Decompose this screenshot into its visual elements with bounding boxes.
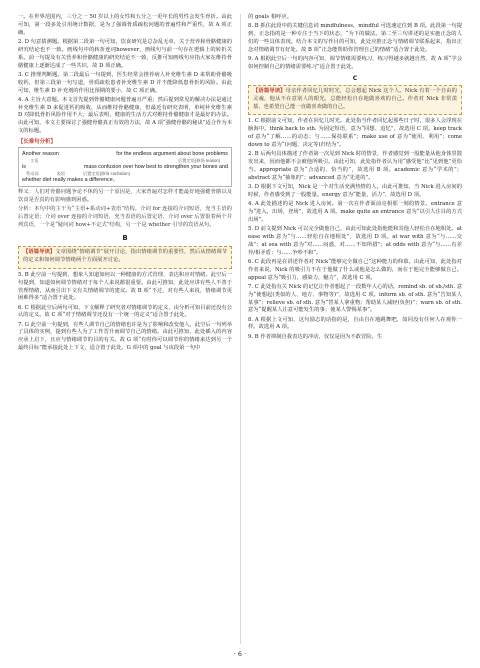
page-number: · 6 · xyxy=(233,650,247,658)
paragraph: 5. D 前文提到 Nick 可以完全做他自己，由此可知此处指他能和其他人轻松自在地相处。at ease with 意为“与……轻松自在地相处”，故选用 D 项。at war with 意为“与……交战”；at sea with 意为“对……闷惑，对……不知所措”；at odds with 意为“与……有差异/相矛盾；与……争吵不和”。 xyxy=(248,225,462,256)
sentence-structure-box xyxy=(18,147,232,187)
paragraph: 8. A 根据上文可知，这句励志的话指的是，自由自在地跳舞吧，如同没有任何人在观你一样。故选用 A 项。 xyxy=(248,316,462,331)
paragraph: 4. A 此处描述的是 Nick 进入房间。第一次在作者面前亮相那一刻的情景。entrance 意为“进入，出场，登场”，故选用 A 项。make quite an entrance 意为“以引人注目的方式出场”。 xyxy=(248,201,462,223)
guide-tag: 【语篇导读】 xyxy=(23,249,56,256)
paragraph: 7. C 此处指有关 Nick 的记忆让作者想起了一段数年人心的话。remind sb. of sb./sth. 意为“使想起(类似的人、地方、事物等)”，故选用 C 项。inform sb. of sth. 意为“告知某人某事”；relieve sb. of sth. 意为“替某人拿重物；帮助某人减轻(负担)”；warn sb. of sth. 意为“提醒某人注意可能发生的事；使某人警惕某事”。 xyxy=(248,283,462,314)
column-divider xyxy=(240,14,241,644)
paragraph: 3. C 推理判断题。第二段最后一句提到，医生经常会推荐病人补充维生素 D 来帮助骨骼吸收钙，但第三段第一句写道，骨质疏松患者补充维生素 D 并不能降低患骨折的风险。由此可知，维生素 D 补充剂的作用比预期的要小，故 C 项正确。 xyxy=(18,71,232,94)
sentence-line-2 xyxy=(22,163,228,171)
sentence-part: Another reason xyxy=(22,151,59,158)
paragraph: 8. B 抓住此段中的关键信息词 mindfulness，mindful 可选速定位到 B 项。此段第一句提到，正念指的是一种专注于当下的状态，“为下的做法。第二至三句讲述的是实施正念的人们的一些具体表现。结合本文的写作目的可知，此处应推正念与情绪调节联系起来，指出正念对情绪调节有好处。故 B 项“正念能帮助你管理自己的情绪”适合置于此处。 xyxy=(248,23,462,53)
paragraph: 6. C 根据此空后两句可知，下文解释了研究者对情绪调节的定义，由分析可知目前还没有公认的定义。故 C 项“对于情绪调节还没有一个统一的定义”适合置于此处。 xyxy=(18,304,232,319)
paragraph: 6. C 此段再是在讲述作者对 Nick“能够完全做自己”这种能力的仰慕。由此可知，此处指对作者来说，Nick 的吸引力不在于他做了什么或他是怎么做的，而在于他完全能够做自己。appeal 意为“吸引力，感染力，魅力”，故选用 C 项。 xyxy=(248,258,462,281)
grammar-label: 系动词 xyxy=(26,171,39,177)
paragraph: 一。在世界范围内，三分之一 50 岁以上的女性和五分之一更年长的男性会发生骨折。由此可知，第一段多处引用统计数据，是为了强调骨质疏松问题的普遍性和严重性，故 A 项正确。 xyxy=(18,14,232,36)
reading-guide-c xyxy=(248,85,462,116)
sentence-part: is xyxy=(22,164,26,171)
paragraph: 3. D 根据下文可知，Nick 是一个对生活充满热情的人。由此可推知，当 Nick 进入房间的时候，作者感受到了一股能量。energy 意为“能量，活力”，故选用 D 项。 xyxy=(248,184,462,198)
sentence-part: for the endless argument about bone problems xyxy=(116,151,228,158)
grammar-label: 后置定语(修饰 confusion) xyxy=(82,171,130,177)
paragraph: 9. A 根据此空后一句的内容可知，调节情绪需要练习，练习得越多就越自然，故 A 项“学会如何控制自己的情绪需要练习”适合置于此处。 xyxy=(248,55,462,70)
left-column xyxy=(18,14,232,354)
paragraph: 2. D 句意猜测题。根据第二段第一句可知，饮食研究是总杂乱无章，关于营养和骨骼健康的研究结论也不一致。画线句中的转折连词however，画线句与前一句存在逻辑上的转折关系。前一句提及有关营养和骨骼健康的研究结论不一致，反推可知画线句应指大家在维持骨骼健康上逐渐达成了一些共识，故 D 项正确。 xyxy=(18,38,232,69)
paragraph: 9. B 作者抑制自我表达的冲动，仅仅是因为不敢冒险。生 xyxy=(248,333,383,340)
long-sentence-heading: 【长难句分析】 xyxy=(18,139,56,146)
grammar-label: 主语 xyxy=(30,158,39,164)
paragraph: 7. G 此空前一句提到，有些人调节自己的情绪也许是为了影响和改变他人，此空后一句列举了具体的实例，提到有些人为了工作晋升而调节自己的情绪。由此可推知，此处插入的内容应承上启下，且应与情绪调节的目的有关。故 G 项“有时你可以调节你的情绪来达到另一个最终目标”能承接此处上下文，适合置于此处。G 项中的 goal 与该段第一句中 xyxy=(18,321,232,352)
guide-tag: 【语篇导读】 xyxy=(253,88,286,95)
sentence-line-1 xyxy=(22,150,228,158)
paragraph: 4. A 主旨大意题。本文首先提到骨骼健康问题普遍且严重；然后提到常见的解决办法是通过补充维生素 D 来促进钙的吸收，从而维持骨骼健康，但最近有研究表明，单纯补充维生素 D 对降低骨折风险作用不大；最后表明，健康的生活方式对维持骨骼健康才是最好的办法。由此可知，本文主要探讨了强健骨骼真正有效的方法，故 A 项“强健骨骼的秘诀”适合作为本文的标题。 xyxy=(18,96,232,135)
guide-text: 文章围绕“情绪调节”展开讨论，指出情绪调节的重要性，然后从情绪调节的定义和如何调节情绪两个方面展开讨论。 xyxy=(23,249,227,264)
guide-text: 母亲作者回忆儿时时光，总会想起 Nick 这个人。Nick 有着一个自由的灵魂，他从不在意别人的眼光，总能轻松自在地做喜欢的自己。作者对 Nick 非常羡慕，也希望自己能一直做喜欢做的自己。 xyxy=(253,88,457,111)
sentence-part: mass confusion over how best to strengthen your bones and xyxy=(83,164,228,171)
translation-note: 释义：人们对骨骼问题争论不休的另一个原因是，大家普遍对怎样才能最好地强健骨骼以及饮食是否真的有影响感到困惑。 xyxy=(18,189,232,204)
sentence-line-3: whether diet really makes a difference。 xyxy=(22,177,119,184)
paragraph: 2. B 后两句具体描述了作者第一次见到 Nick 时的情景，作者感觉到一股能量从他身体里散发出来，因而他都不会被他所吸引。由此可知，此处指作者认为用“感受他”比“见到他”更恰当。appropriate 意为“合适的，恰当的”，故选用 B 项。academic 意为“学术的”；abstract 意为“抽象的”；advanced 意为“先进的”。 xyxy=(248,151,462,181)
analysis-note: 分析：本句中的主干为“主语+系动词+表语”结构。介词 for 连接的介词短语，充当主语的后置定语；介词 over 连接的介词短语，充当表语的后置定语，介词 over 后置很着两个并列宾语，一个是“疑问词 how+不定式”结构，另一个是 whether 引导的宾语从句。 xyxy=(18,206,232,228)
grammar-label: 表语 xyxy=(56,171,65,177)
paragraph: 5. B 此空前一句提到，想象人知道如何以一种健康的方式管理、表达和应对情绪。此空后一句提到，知道如何调节情绪对于每个人来说都很重要。由此可推知，此处应讲有些人不善于管理情绪，从而引出下文有关情绪调节的建议。故 B 项“不过，对有些人来说，情绪调节更困难得多”适合置于此处。 xyxy=(18,271,232,302)
grammar-label: 后置定语(修饰 reason) xyxy=(178,158,220,164)
section-heading-b: B xyxy=(122,233,128,242)
section-heading-c: C xyxy=(352,74,358,82)
paragraph: 1. C 根据前文可知，作者在回忆儿时光。此处指当作者回忆起那些日子时，很多人会浮现在脑海中。think back to sth. 为固定短语，意为“回想、追忆”，故选用 C 项。keep track of 意为“了解……的动态；与……保持联系”；make use of 意为“使用、利用”；come down to 意为“(问题、决定等)归结为”。 xyxy=(248,118,462,149)
paragraph: 的 goals 相呼应。 xyxy=(248,14,293,20)
right-column xyxy=(248,14,462,343)
reading-guide-b xyxy=(18,246,232,269)
